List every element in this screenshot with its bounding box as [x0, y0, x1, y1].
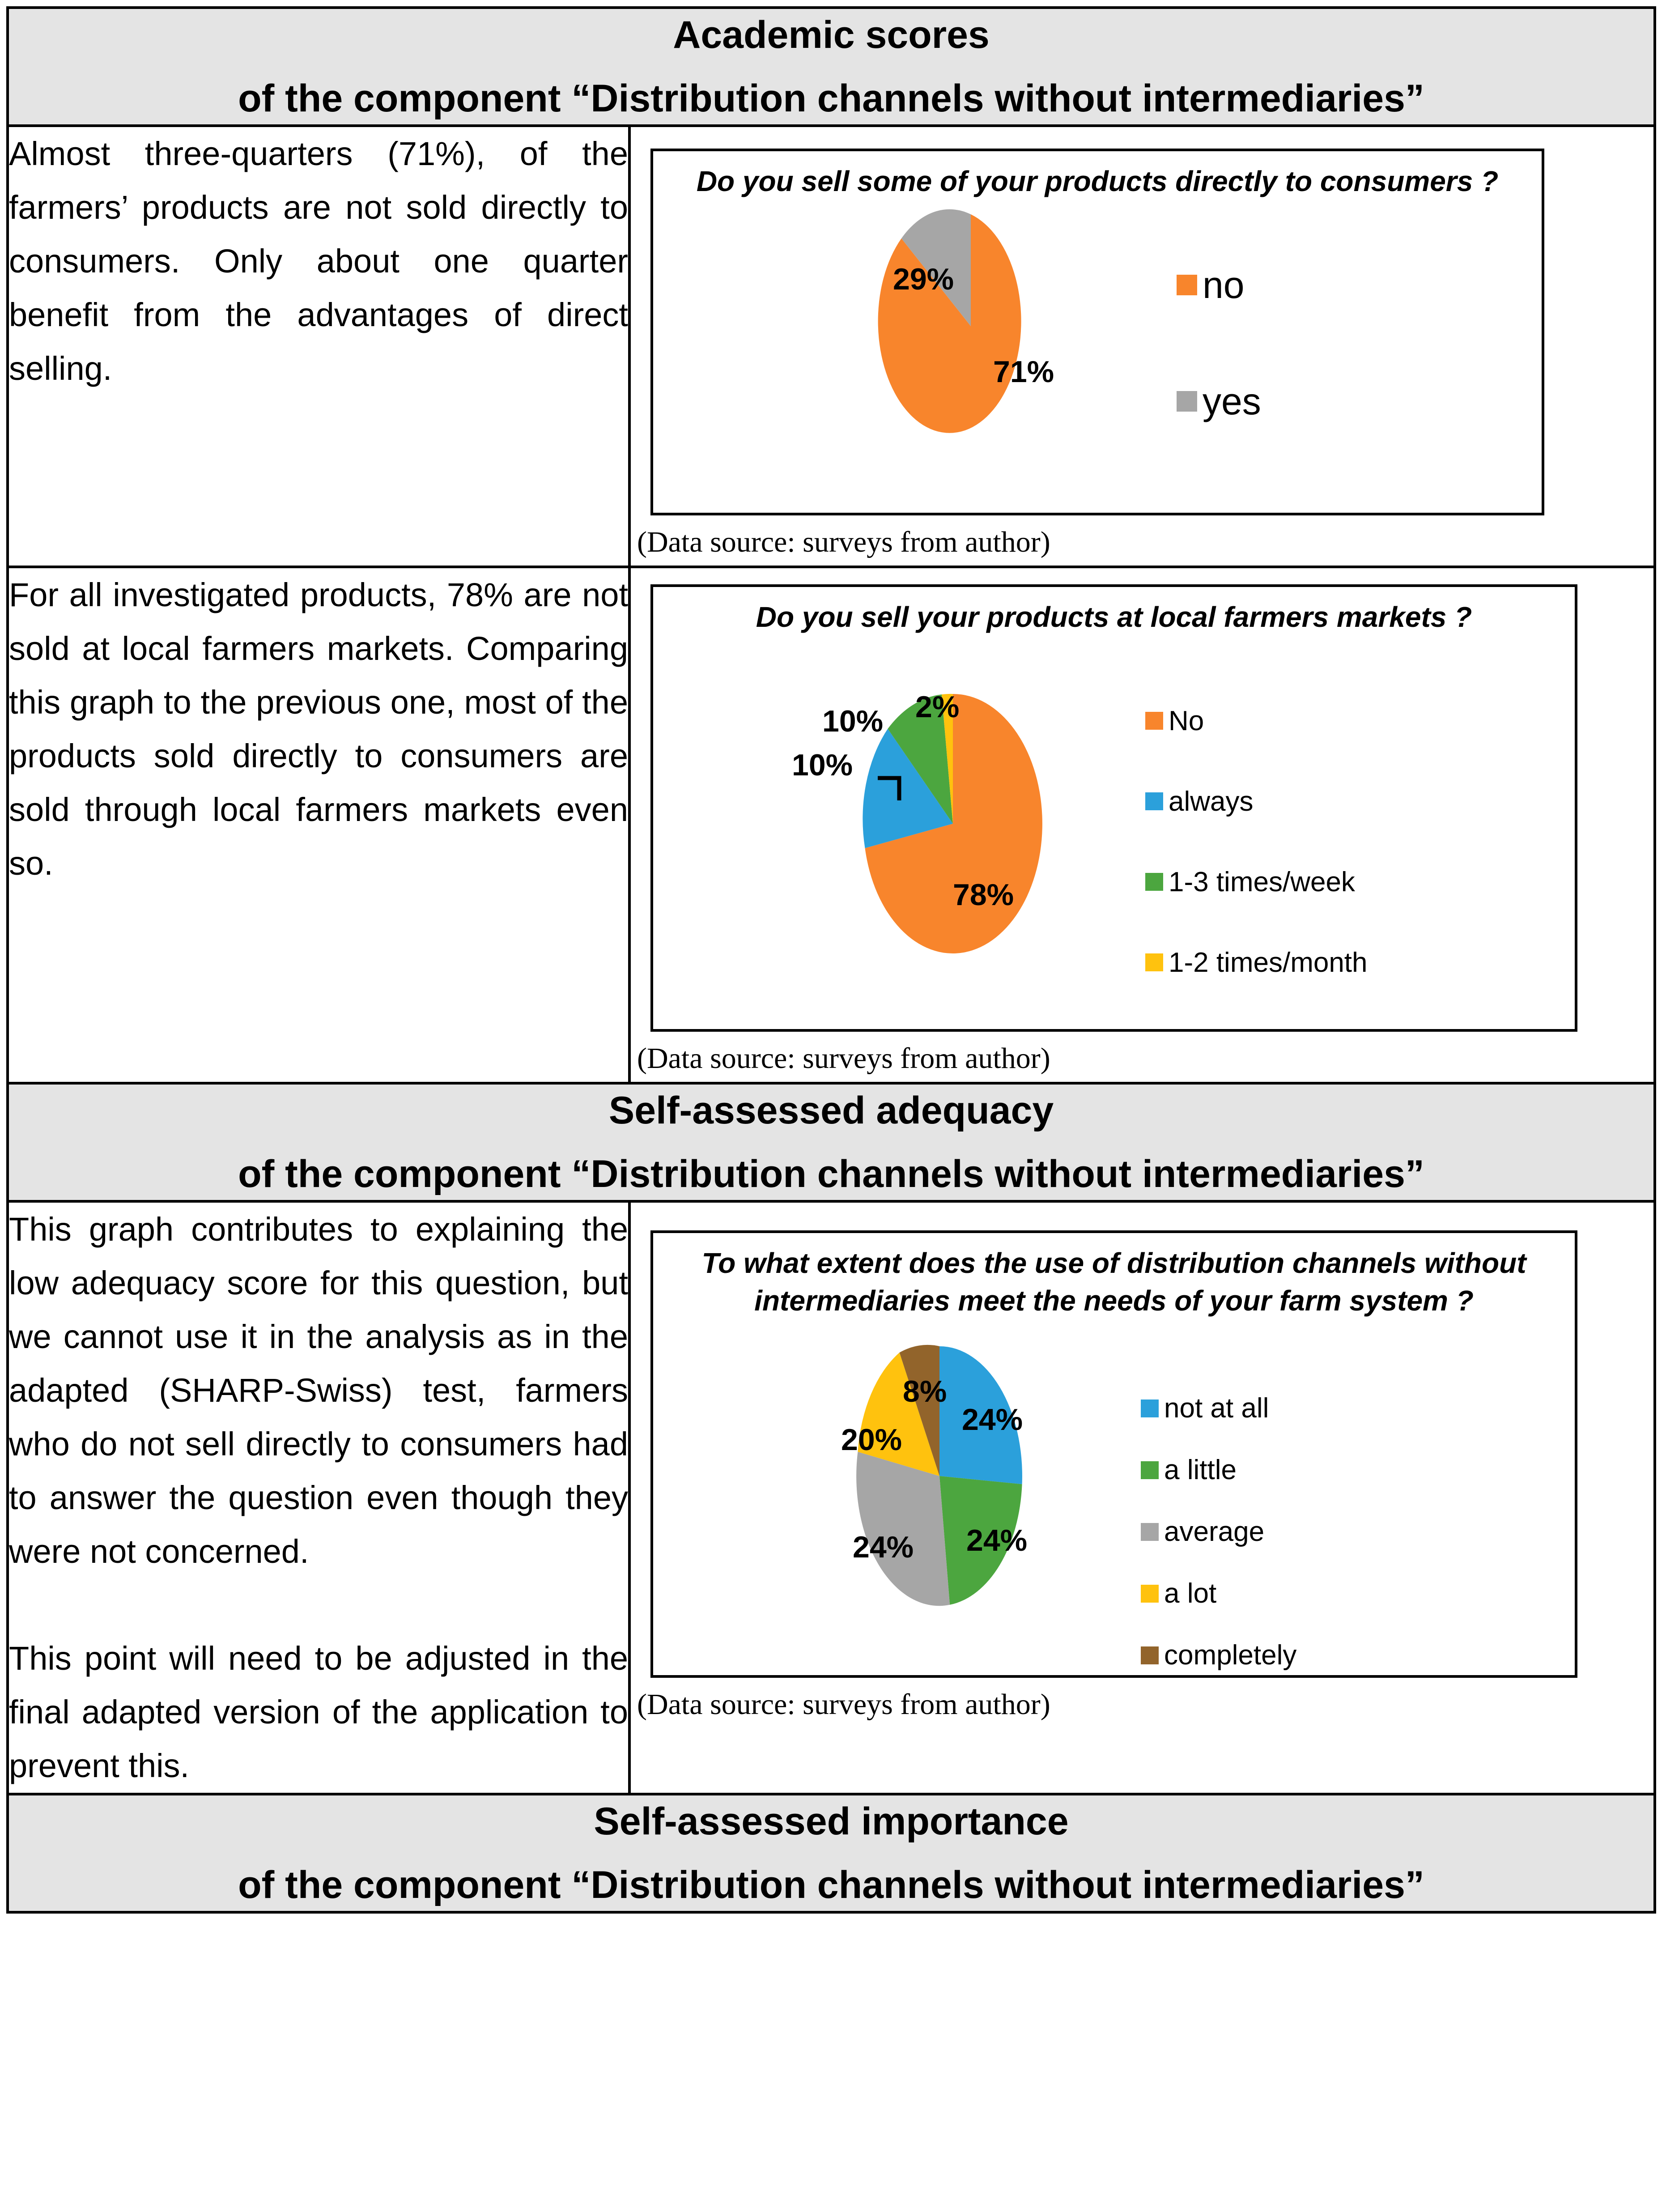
narrative-cell-2: [8, 567, 629, 1083]
pie-value-label-average: 24%: [853, 1530, 914, 1564]
pie-value-label-not-at-all: 24%: [962, 1402, 1023, 1437]
narrative-cell-3: [8, 1201, 629, 1794]
chart-direct-selling: [650, 149, 1544, 515]
legend-item-completely[interactable]: [1141, 1639, 1296, 1671]
chart-adequacy: [650, 1230, 1577, 1678]
legend-swatch-completely: [1141, 1646, 1159, 1664]
pie-value-label-completely: 8%: [903, 1374, 947, 1408]
legend-label-1-2-month: 1-2 times/month: [1169, 947, 1368, 978]
legend-item-no[interactable]: [1145, 705, 1368, 737]
pie-value-label-78: 78%: [953, 878, 1014, 912]
legend-swatch-no: [1145, 712, 1163, 730]
table-row-banner-adequacy: [8, 1083, 1655, 1201]
legend-item-yes[interactable]: [1177, 380, 1261, 423]
legend-item-a-little[interactable]: [1141, 1454, 1296, 1486]
legend-swatch-a-little: [1141, 1461, 1159, 1479]
data-source-caption-3: (Data source: surveys from author): [637, 1688, 1050, 1721]
legend-label-a-little: a little: [1164, 1455, 1237, 1486]
legend-swatch-a-lot: [1141, 1585, 1159, 1603]
legend-swatch-1-3-week: [1145, 873, 1163, 891]
pie-value-label-a-little: 24%: [966, 1523, 1028, 1557]
legend-item-not-at-all[interactable]: [1141, 1392, 1296, 1424]
pie-svg-2: [765, 636, 1123, 976]
legend-swatch-yes: [1177, 391, 1197, 412]
chart-legend-3: [1141, 1319, 1296, 1700]
scores-table: [6, 6, 1656, 1914]
pie-value-label-always-10: 10%: [792, 748, 853, 783]
legend-label-no: no: [1203, 264, 1245, 306]
legend-swatch-1-2-month: [1145, 953, 1163, 971]
pie-value-label-29: 29%: [893, 262, 954, 297]
banner-adequacy-line1: Self-assessed adequacy: [608, 1089, 1054, 1132]
legend-label-yes: yes: [1203, 380, 1261, 422]
chart-cell-1: [629, 126, 1655, 567]
legend-item-1-3-week[interactable]: [1145, 866, 1368, 898]
banner-adequacy-line2: of the component “Distribution channels without intermediaries”: [238, 1153, 1424, 1196]
legend-label-1-3-week: 1-3 times/week: [1169, 866, 1355, 898]
table-row-adequacy: [8, 1201, 1655, 1794]
chart-title-1: Do you sell some of your products directly to consumers ?: [696, 165, 1499, 198]
pie-value-label-month-2: 2%: [915, 690, 960, 724]
chart-title-3: To what extent does the use of distribution channels without intermediaries meet the needs of your farm system ?: [701, 1247, 1526, 1317]
banner-academic-line2: of the component “Distribution channels without intermediaries”: [238, 77, 1424, 120]
legend-item-average[interactable]: [1141, 1516, 1296, 1548]
pie-value-label-71: 71%: [993, 355, 1054, 389]
legend-label-a-lot: a lot: [1164, 1578, 1217, 1609]
legend-item-always[interactable]: [1145, 786, 1368, 817]
legend-swatch-no: [1177, 275, 1197, 295]
narrative-text-3b: This point will need to be adjusted in the final adapted version of the application to prevent this.: [9, 1640, 628, 1785]
pie-graphic-3: [765, 1319, 1114, 1633]
table-row-banner-importance: [8, 1794, 1655, 1912]
data-source-caption-2: (Data source: surveys from author): [637, 1042, 1050, 1075]
pie-value-label-week-10: 10%: [822, 704, 884, 739]
chart-title-2: Do you sell your products at local farmers markets ?: [756, 601, 1472, 634]
chart-legend-2: [1145, 636, 1368, 1065]
banner-self-assessed-adequacy: [8, 1083, 1655, 1201]
banner-academic-line1: Academic scores: [673, 13, 990, 56]
banner-importance-line1: Self-assessed importance: [594, 1800, 1069, 1843]
legend-swatch-always: [1145, 792, 1163, 810]
legend-item-a-lot[interactable]: [1141, 1578, 1296, 1609]
pie-value-label-a-lot: 20%: [841, 1422, 902, 1457]
narrative-text-1: Almost three-quarters (71%), of the farmers’ products are not sold directly to consumers. Only about one quarter benefit from the advantages of direct selling.: [9, 135, 628, 387]
table-row-direct-selling: [8, 126, 1655, 567]
legend-swatch-not-at-all: [1141, 1400, 1159, 1417]
chart-farmers-markets: [650, 584, 1577, 1032]
legend-label-always: always: [1169, 786, 1254, 817]
narrative-text-3a: This graph contributes to explaining the low adequacy score for this question, but we cannot use it in the analysis as in the adapted (SHARP-Swiss) test, farmers who do not sell directly to consumers had to answer the question even though they were not concerned.: [9, 1211, 628, 1570]
pie-svg-1: [814, 200, 1127, 451]
pie-graphic-1: [814, 200, 1127, 451]
legend-label-completely: completely: [1164, 1640, 1297, 1671]
legend-swatch-average: [1141, 1523, 1159, 1541]
banner-importance-line2: of the component “Distribution channels without intermediaries”: [238, 1863, 1424, 1907]
chart-cell-2: [629, 567, 1655, 1083]
legend-label-not-at-all: not at all: [1164, 1393, 1269, 1424]
legend-item-no[interactable]: [1177, 264, 1261, 307]
table-row-banner-academic: [8, 8, 1655, 126]
pie-svg-3: [765, 1319, 1114, 1633]
legend-item-1-2-month[interactable]: [1145, 947, 1368, 978]
banner-self-assessed-importance: [8, 1794, 1655, 1912]
chart-legend-1: [1177, 200, 1261, 495]
data-source-caption-1: (Data source: surveys from author): [637, 526, 1050, 559]
legend-label-average: average: [1164, 1516, 1265, 1548]
banner-academic-scores: [8, 8, 1655, 126]
table-row-farmers-markets: [8, 567, 1655, 1083]
chart-cell-3: [629, 1201, 1655, 1794]
pie-graphic-2: [765, 636, 1123, 976]
narrative-cell-1: [8, 126, 629, 567]
legend-label-no: No: [1169, 705, 1204, 736]
narrative-text-2: For all investigated products, 78% are not sold at local farmers markets. Comparing this graph to the previous one, most of the products sold directly to consumers are sold through local farmers markets even so.: [9, 576, 628, 882]
